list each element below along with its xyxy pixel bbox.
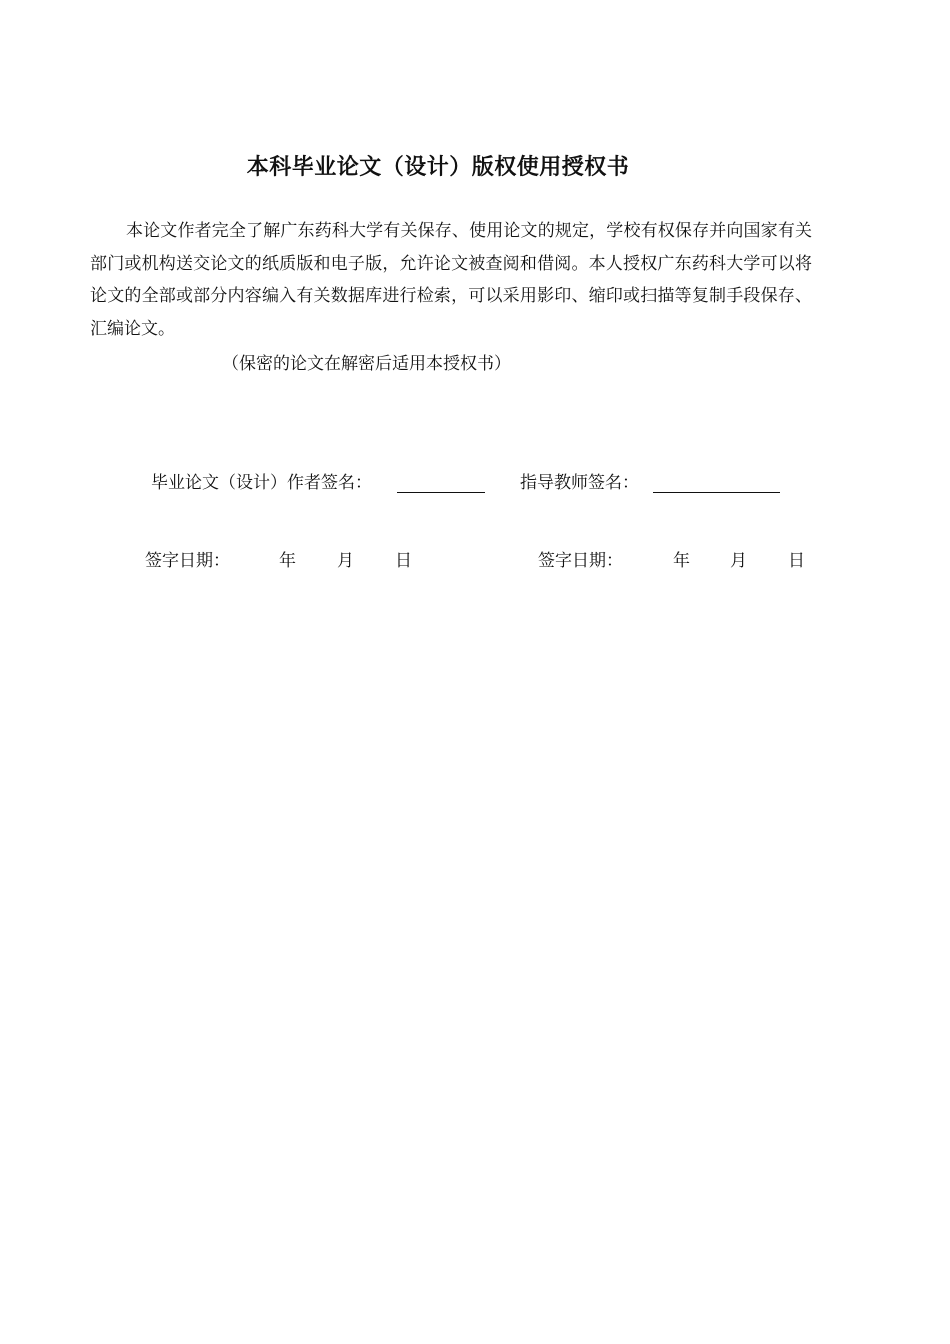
right-date-year: 年 [673, 551, 690, 571]
document-title: 本科毕业论文（设计）版权使用授权书 [246, 155, 630, 180]
left-date-month: 月 [337, 551, 354, 571]
right-date-label: 签字日期： [538, 551, 623, 571]
right-date-day: 日 [788, 551, 805, 571]
author-signature-label: 毕业论文（设计）作者签名： [151, 473, 372, 493]
right-date-month: 月 [730, 551, 747, 571]
authorization-paragraph: 本论文作者完全了解广东药科大学有关保存、使用论文的规定，学校有权保存并向国家有关部门或机构送交论文的纸质版和电子版，允许论文被查阅和借阅。本人授权广东药科大学可以将论文的全部或部分内容编入有关数据库进行检索，可以采用影印、缩印或扫描等复制手段保存、汇编论文。 [90, 221, 812, 339]
left-date-day: 日 [395, 551, 412, 571]
author-signature-line[interactable] [397, 492, 485, 493]
advisor-signature-line[interactable] [653, 492, 780, 493]
advisor-signature-label: 指导教师签名： [520, 473, 639, 493]
confidentiality-note: （保密的论文在解密后适用本授权书） [222, 354, 511, 374]
left-date-label: 签字日期： [145, 551, 230, 571]
left-date-year: 年 [279, 551, 296, 571]
